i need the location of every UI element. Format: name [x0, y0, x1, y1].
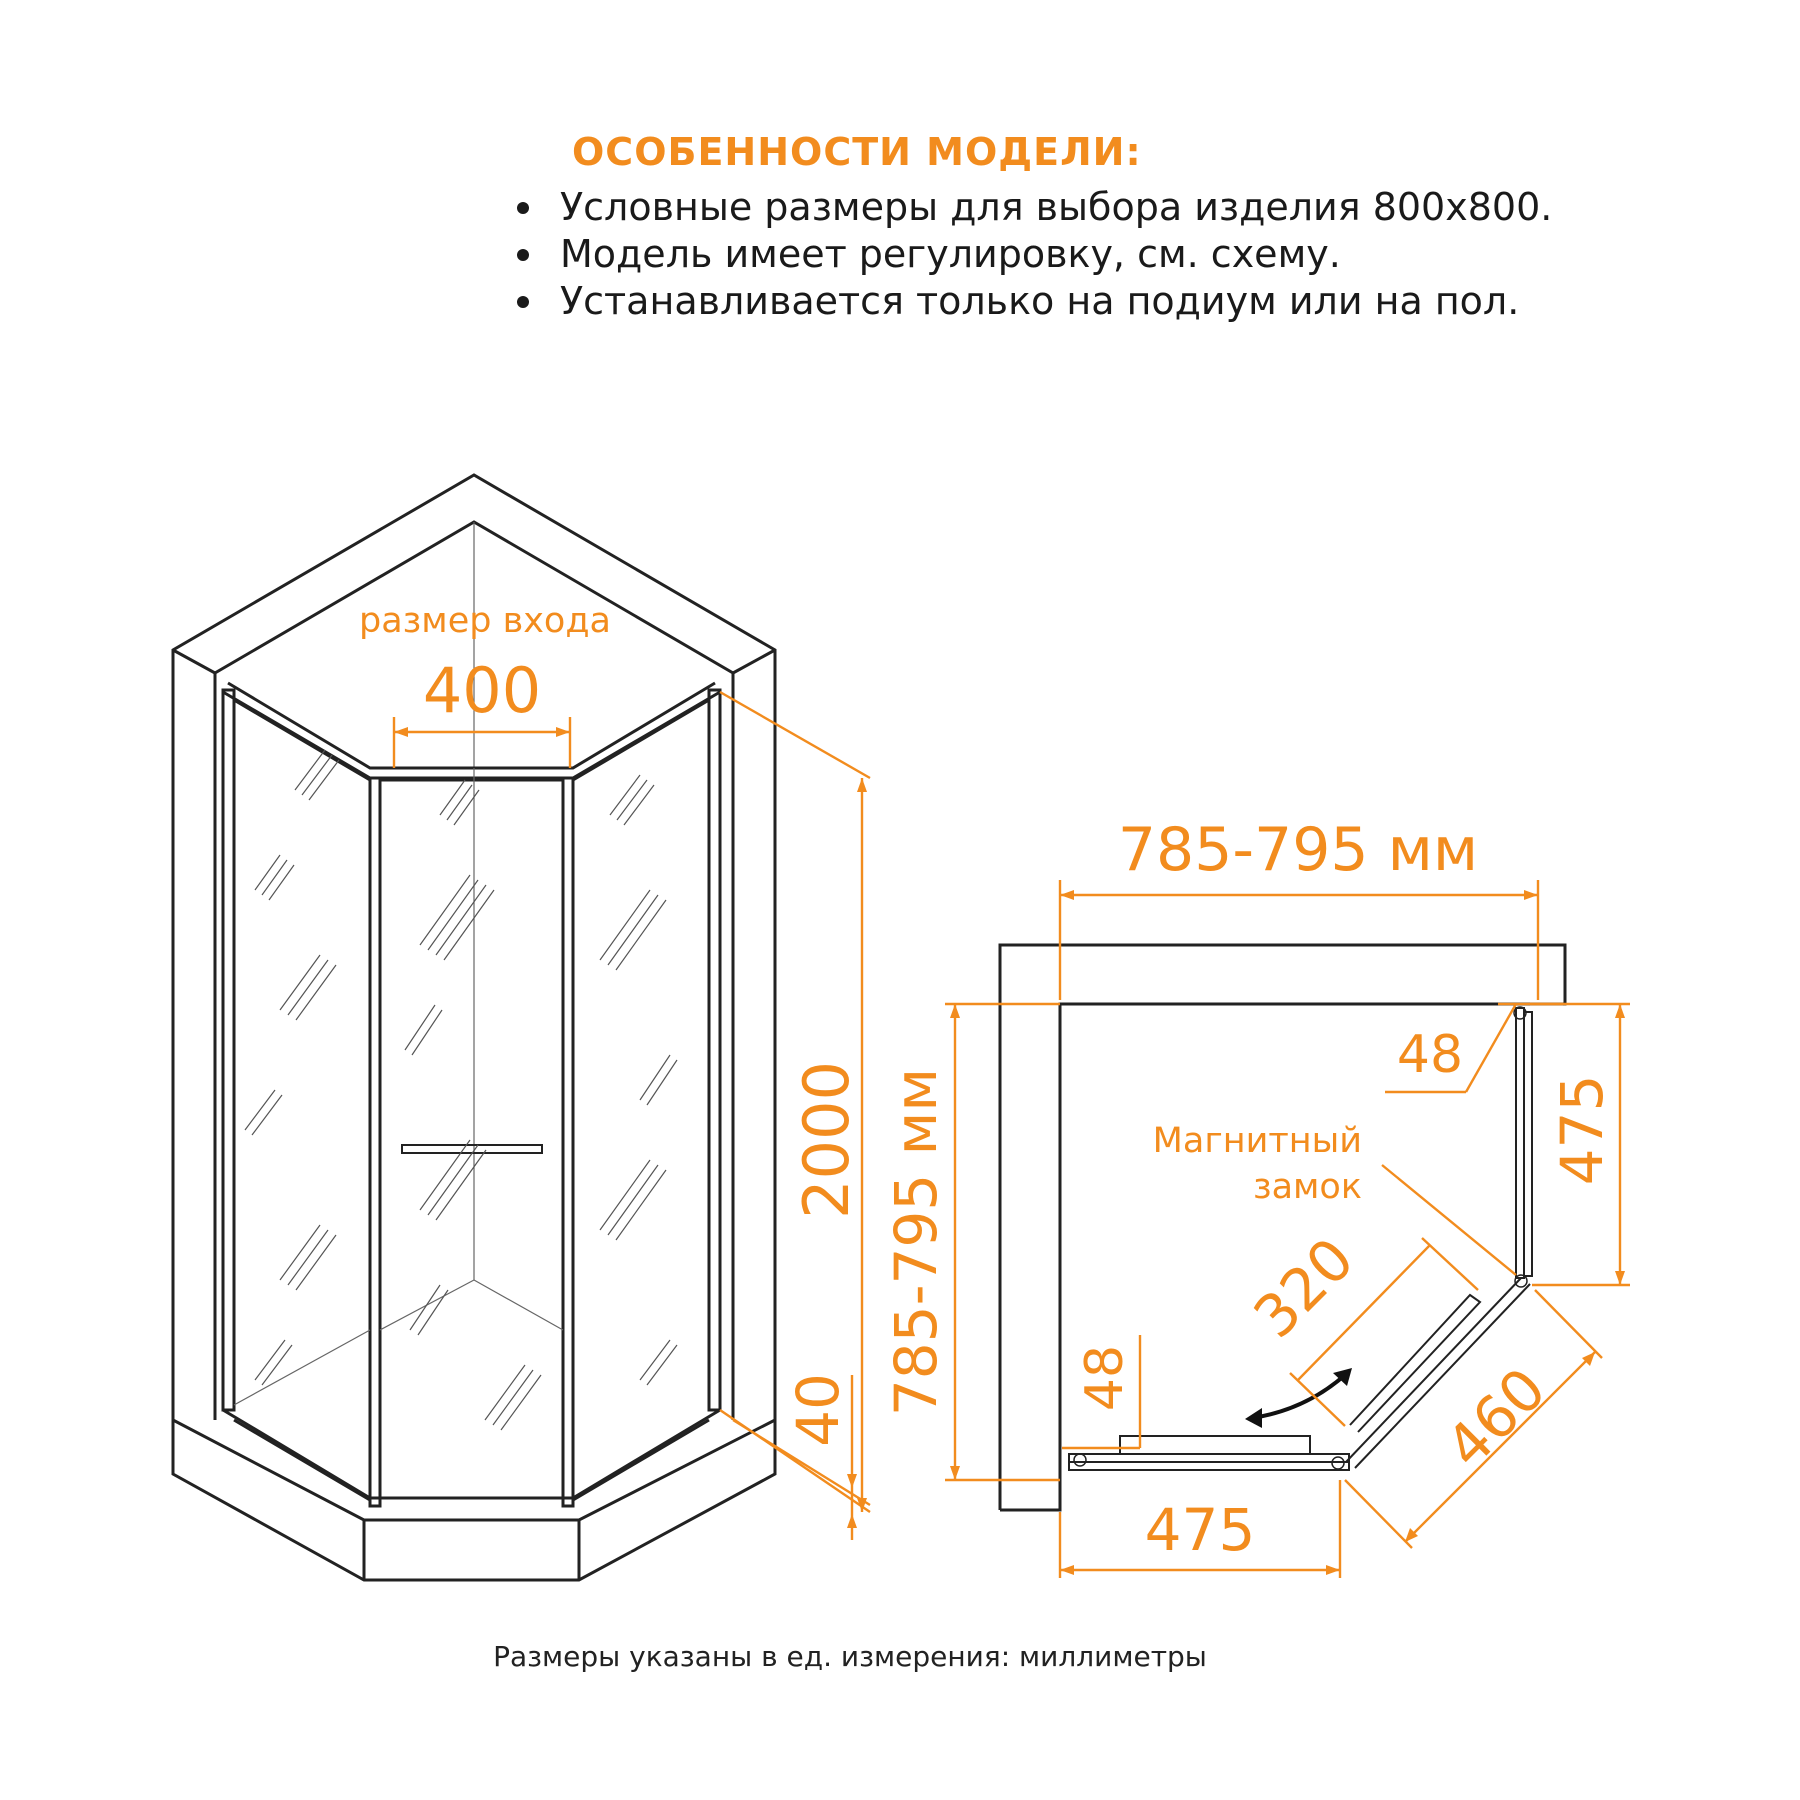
diagonal-side-value: 460 [1432, 1354, 1560, 1482]
feature-item: Условные размеры для выбора изделия 800х800. [500, 184, 1700, 231]
plan-depth-value: 785-795 мм [882, 1067, 950, 1417]
profile-left-value: 48 [1075, 1344, 1135, 1412]
feature-item: Модель имеет регулировку, см. схему. [500, 231, 1700, 278]
entry-label: размер входа [359, 601, 611, 641]
lock-label-line1: Магнитный [1152, 1121, 1362, 1161]
plan-width-value: 785-795 мм [1117, 815, 1479, 885]
glass-hatch-marks [245, 750, 677, 1430]
tray-height-value: 40 [784, 1373, 852, 1447]
features-title: ОСОБЕННОСТИ МОДЕЛИ: [572, 130, 1142, 174]
plan-view-dimensions [882, 815, 1630, 1578]
entry-width-value: 400 [422, 654, 542, 727]
side-right-value: 475 [1548, 1074, 1616, 1186]
profile-top-value: 48 [1396, 1025, 1464, 1085]
height-value: 2000 [790, 1061, 863, 1219]
door-width-value: 320 [1240, 1224, 1368, 1352]
feature-item: Устанавливается только на подиум или на пол. [500, 278, 1700, 325]
lock-label-line2: замок [1252, 1167, 1362, 1207]
side-bottom-value: 475 [1144, 1496, 1256, 1564]
units-note: Размеры указаны в ед. измерения: миллиметры [493, 1640, 1207, 1673]
